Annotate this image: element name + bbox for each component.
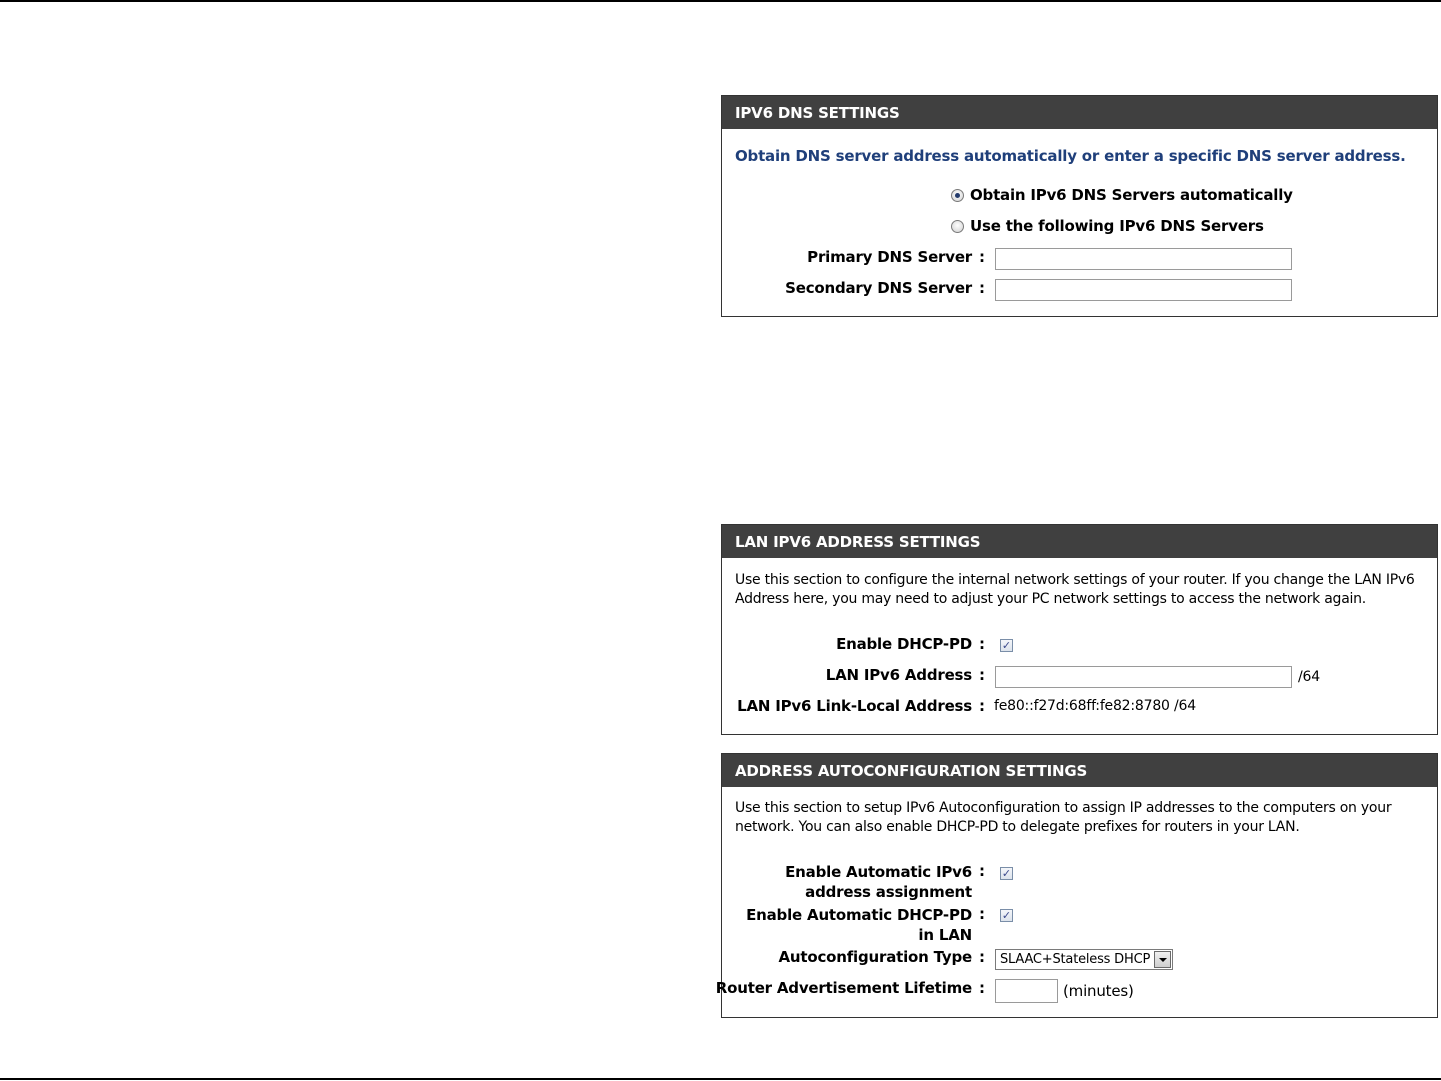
ra-lifetime-label: Router Advertisement Lifetime	[715, 979, 972, 997]
enable-dhcp-pd-checkbox[interactable]: ✓	[1001, 639, 1012, 652]
panel-header: ADDRESS AUTOCONFIGURATION SETTINGS	[722, 754, 1437, 787]
primary-dns-label: Primary DNS Server	[807, 248, 972, 266]
primary-dns-input[interactable]	[995, 248, 1292, 270]
separator: :	[979, 948, 985, 966]
panel-header: LAN IPV6 ADDRESS SETTINGS	[722, 525, 1437, 558]
lan-ipv6-address-label: LAN IPv6 Address	[825, 666, 972, 684]
lan-ipv6-address-row	[722, 666, 1437, 690]
separator: :	[979, 635, 985, 653]
ra-lifetime-unit: (minutes)	[1063, 982, 1134, 1000]
link-local-address-row	[722, 697, 1437, 719]
lan-ipv6-address-settings-panel	[721, 524, 1438, 735]
separator: :	[979, 905, 985, 923]
lan-ipv6-address-input[interactable]	[995, 666, 1292, 688]
secondary-dns-row	[722, 279, 1437, 303]
auto-ipv6-assignment-checkbox[interactable]: ✓	[1001, 867, 1012, 880]
enable-dhcp-pd-label: Enable DHCP-PD	[836, 635, 972, 653]
separator: :	[979, 248, 985, 266]
primary-dns-row	[722, 248, 1437, 272]
auto-dhcp-pd-row	[722, 905, 1437, 947]
chevron-down-icon[interactable]	[1154, 951, 1171, 968]
panel-header: IPV6 DNS SETTINGS	[722, 96, 1437, 129]
radio-unselected-icon[interactable]	[951, 220, 964, 233]
obtain-dns-auto-label: Obtain IPv6 DNS Servers automatically	[970, 186, 1293, 204]
top-divider	[0, 0, 1441, 2]
auto-dhcp-pd-checkbox[interactable]: ✓	[1001, 909, 1012, 922]
prefix-length-suffix: /64	[1298, 669, 1320, 685]
address-autoconfiguration-settings-panel	[715, 753, 1438, 1018]
autoconf-intro-text: Use this section to setup IPv6 Autoconfiguration to assign IP addresses to the computers on your network. You can also enable DHCP-PD to delegate prefixes for routers in your LAN.	[735, 800, 1392, 835]
separator: :	[979, 279, 985, 297]
separator: :	[979, 666, 985, 684]
secondary-dns-label: Secondary DNS Server	[785, 279, 972, 297]
autoconfiguration-type-select[interactable]	[995, 949, 1173, 970]
ipv6-dns-settings-panel	[721, 95, 1438, 317]
ra-lifetime-input[interactable]	[995, 979, 1058, 1003]
use-following-dns-option[interactable]	[951, 217, 1264, 235]
secondary-dns-input[interactable]	[995, 279, 1292, 301]
auto-dhcp-pd-label: Enable Automatic DHCP-PD in LAN	[746, 906, 972, 944]
dns-intro-text: Obtain DNS server address automatically or enter a specific DNS server address.	[735, 147, 1406, 165]
enable-dhcp-pd-row	[722, 635, 1437, 657]
autoconfiguration-type-row	[722, 948, 1437, 972]
obtain-dns-auto-option[interactable]	[951, 186, 1293, 204]
autoconfiguration-type-label: Autoconfiguration Type	[778, 948, 972, 966]
use-following-dns-label: Use the following IPv6 DNS Servers	[970, 217, 1264, 235]
separator: :	[979, 979, 985, 997]
ra-lifetime-row	[715, 979, 1437, 1005]
separator: :	[979, 862, 985, 880]
selected-option: SLAAC+Stateless DHCP	[1000, 952, 1151, 967]
link-local-address-value: fe80::f27d:68ff:fe82:8780 /64	[994, 698, 1196, 714]
separator: :	[979, 697, 985, 715]
auto-ipv6-assignment-label: Enable Automatic IPv6 address assignment	[785, 863, 972, 901]
link-local-address-label: LAN IPv6 Link-Local Address	[737, 697, 972, 715]
auto-ipv6-assignment-row	[722, 862, 1437, 904]
bottom-divider	[0, 1078, 1441, 1080]
radio-selected-icon[interactable]	[951, 189, 964, 202]
lan-intro-text: Use this section to configure the internal network settings of your router. If you change the LAN IPv6 Address here, you may need to adjust your PC network settings to access the network again.	[735, 572, 1415, 607]
